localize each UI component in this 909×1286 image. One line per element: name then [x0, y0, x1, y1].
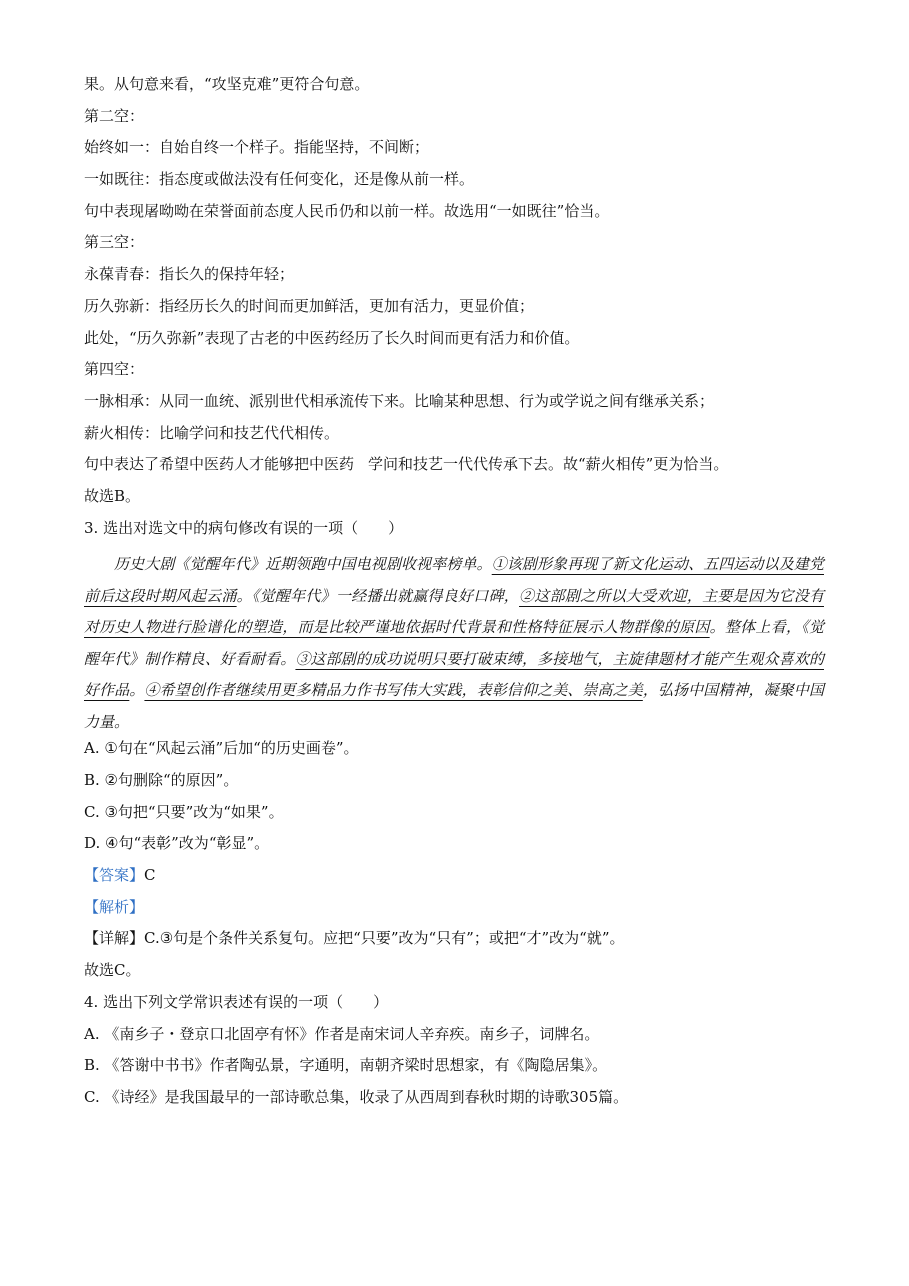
underlined-sentence: ④希望创作者继续用更多精品力作书写伟大实践，表彰信仰之美、崇高之美: [144, 681, 643, 700]
text-line: 果。从句意来看，“攻坚克难”更符合句意。: [84, 75, 370, 93]
answer-line: [84, 865, 824, 897]
text-segment: 学问和技艺一代代传承下去。故“薪火相传”更为恰当。: [368, 455, 729, 474]
analysis-tag: 【解析】: [84, 897, 145, 916]
passage-text: 。《觉醒年代》一经播出就赢得良好口碑，: [236, 586, 520, 605]
passage-text: ，弘扬中国精神，凝聚中国力量。: [84, 681, 824, 731]
conclusion-line: 故选C。: [84, 961, 141, 980]
text-line: 一脉相承：从同一血统、派别世代相承流传下来。比喻某种思想、行为或学说之间有继承关系；: [84, 391, 715, 410]
question-stem: 4. 选出下列文学常识表述有误的一项（ ）: [84, 992, 389, 1011]
text-line: 一如既往：指态度或做法没有任何变化，还是像从前一样。: [84, 170, 475, 189]
passage-text: 历史大剧《觉醒年代》近期领跑中国电视剧收视率榜单。: [114, 555, 492, 574]
option-c: C. 《诗经》是我国最早的一部诗歌总集，收录了从西周到春秋时期的诗歌305篇。: [84, 1087, 629, 1106]
text-line: 历久弥新：指经历长久的时间而更加鲜活，更加有活力，更显价值；: [84, 296, 535, 315]
question-stem: 3. 选出对选文中的病句修改有误的一项（ ）: [84, 518, 404, 537]
option-a: A. ①句在“风起云涌”后加“的历史画卷”。: [84, 739, 359, 758]
text-line: 永葆青春：指长久的保持年轻；: [84, 265, 295, 284]
text-line: [84, 454, 824, 486]
question-passage: [84, 549, 824, 738]
text-line: 故选B。: [84, 486, 141, 505]
answer-tag: 【答案】: [84, 866, 145, 885]
text-line: 此处，“历久弥新”表现了古老的中医药经历了长久时间而更有活力和价值。: [84, 328, 580, 347]
option-b: B. 《答谢中书书》作者陶弘景，字通明，南朝齐梁时思想家，有《陶隐居集》。: [84, 1056, 608, 1075]
text-line: 句中表现屠呦呦在荣誉面前态度人民币仍和以前一样。故选用“一如既往”恰当。: [84, 201, 610, 220]
option-c: C. ③句把“只要”改为“如果”。: [84, 802, 284, 821]
text-line: 第二空：: [84, 106, 145, 125]
analysis-line: [84, 897, 824, 929]
passage-text: 。: [129, 681, 145, 700]
underlined-sentence: ②这部剧之所以大受欢迎，主要是因为它没有对历史人物进行脸谱化的塑造，而是比较严谨地依据时代背景和性格特征展示人物群像的原因: [84, 586, 824, 637]
text-line: 第四空：: [84, 360, 145, 379]
detail-line: 【详解】C.③句是个条件关系复句。应把“只要”改为“只有”；或把“才”改为“就”。: [84, 929, 625, 948]
option-d: D. ④句“表彰”改为“彰显”。: [84, 834, 270, 853]
text-segment: 句中表达了希望中医药人才能够把中医药: [84, 455, 355, 474]
answer-value: C: [144, 866, 156, 885]
underlined-sentence: ③这部剧的成功说明只要打破束缚，多接地气，主旋律题材才能产生观众喜欢的好作品: [84, 649, 824, 700]
option-b: B. ②句删除“的原因”。: [84, 771, 239, 789]
text-line: 第三空：: [84, 233, 145, 252]
text-line: 始终如一：自始自终一个样子。指能坚持，不间断；: [84, 138, 430, 157]
underlined-sentence: ①该剧形象再现了新文化运动、五四运动以及建党前后这段时期风起云涌: [84, 555, 824, 605]
document-page: [84, 74, 824, 1119]
text-line: 薪火相传：比喻学问和技艺代代相传。: [84, 423, 340, 442]
option-a: A. 《南乡子・登京口北固亭有怀》作者是南宋词人辛弃疾。南乡子，词牌名。: [84, 1024, 600, 1043]
passage-text: 。整体上看，《觉醒年代》制作精良、好看耐看。: [84, 618, 824, 668]
